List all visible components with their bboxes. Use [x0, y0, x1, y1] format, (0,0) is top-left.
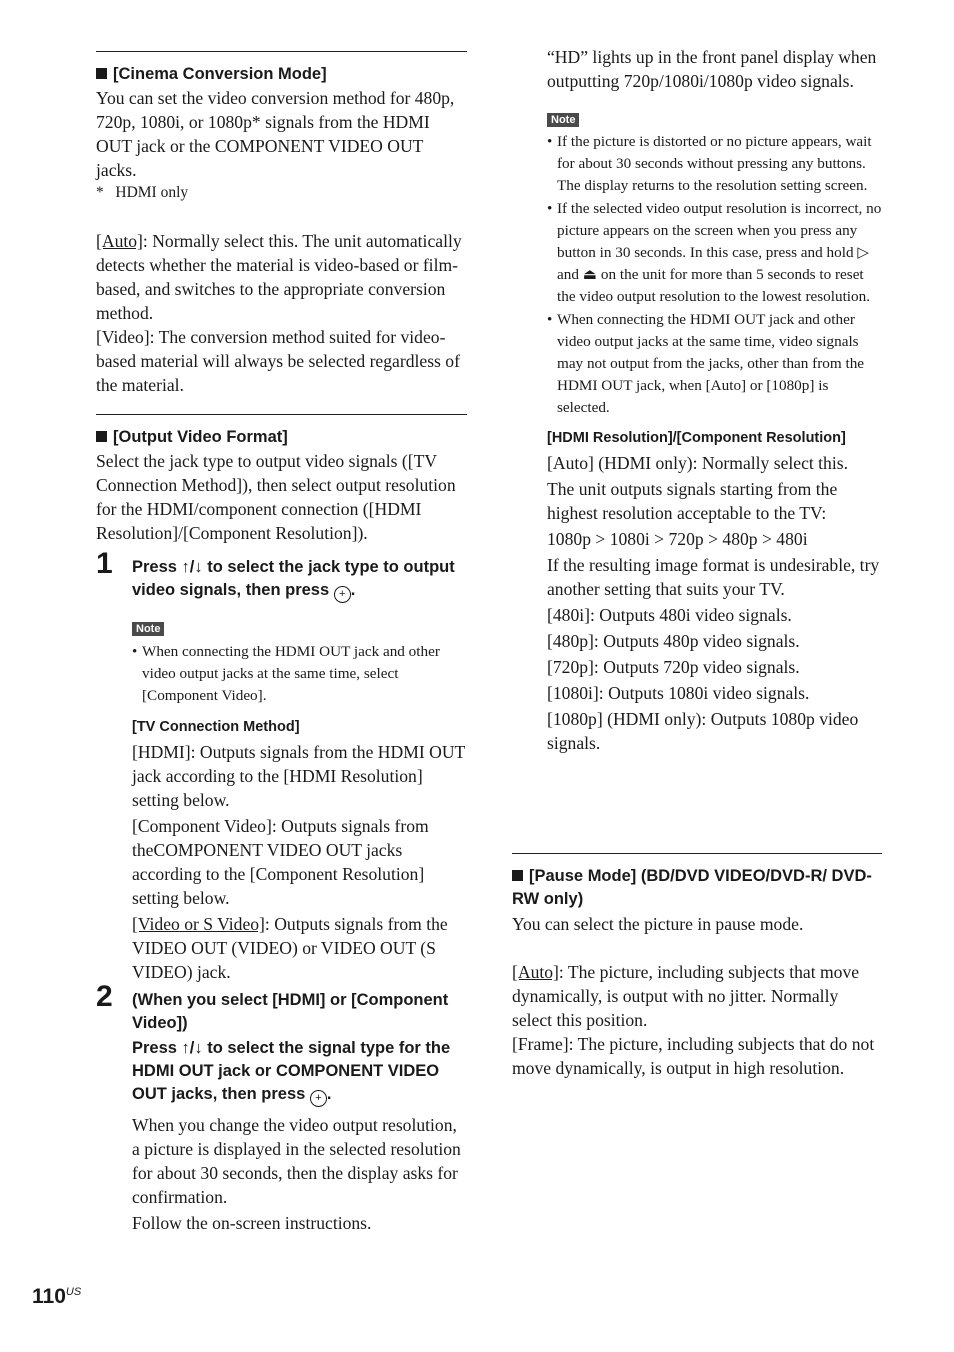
right-column-top — [547, 45, 882, 755]
cinema-video-option: [Video]: The conversion method suited for video-based material will always be selected regardless of the material. — [96, 327, 460, 395]
enter-button-icon: + — [334, 586, 351, 603]
note-item: • If the selected video output resolution is incorrect, no picture appears on the screen when you press any button in 30 seconds. In this case, press and hold ▷ and ⏏ on the unit for more than 5 seconds to reset the video output resolution to the lowest resolution. — [547, 198, 882, 307]
square-bullet-icon — [512, 870, 523, 881]
enter-button-icon: + — [310, 1090, 327, 1107]
square-bullet-icon — [96, 68, 107, 79]
resolution-item: If the resulting image format is undesirable, try another setting that suits your TV. — [547, 555, 880, 600]
cinema-footnote: * HDMI only — [96, 184, 189, 201]
resolution-heading: [HDMI Resolution]/[Component Resolution] — [547, 430, 846, 447]
step-1-number: 1 — [96, 547, 113, 580]
pause-section — [512, 865, 882, 1080]
play-icon: ▷ — [857, 243, 870, 261]
output-heading: [Output Video Format] — [96, 426, 467, 449]
note-item: • If the picture is distorted or no picture appears, wait for about 30 seconds without pressing any buttons. The display returns to the resolution setting screen. — [547, 131, 882, 196]
hd-indicator-text: “HD” lights up in the front panel display when outputting 720p/1080i/1080p video signals. — [547, 47, 877, 91]
eject-icon: ⏏ — [582, 265, 598, 283]
cinema-heading: [Cinema Conversion Mode] — [96, 63, 467, 86]
step-1 — [132, 556, 467, 984]
resolution-item: [720p]: Outputs 720p video signals. — [547, 657, 800, 678]
step-2-condition: (When you select [HDMI] or [Component Video]) — [132, 991, 449, 1032]
resolution-item: The unit outputs signals starting from the highest resolution acceptable to the TV: — [547, 479, 838, 524]
square-bullet-icon — [96, 431, 107, 442]
tv-option-hdmi: [HDMI]: Outputs signals from the HDMI OUT jack according to the [HDMI Resolution] setting below. — [132, 742, 465, 811]
cinema-auto-option: [Auto]: Normally select this. The unit automatically detects whether the material is video-based or film-based, and switches to the appropriate conversion method. — [96, 231, 462, 323]
resolution-item: [1080p] (HDMI only): Outputs 1080p video signals. — [547, 709, 859, 754]
output-section — [96, 426, 467, 545]
resolution-list — [547, 451, 882, 755]
tv-connection-heading: [TV Connection Method] — [132, 719, 300, 736]
resolution-item: [Auto] (HDMI only): Normally select this. — [547, 453, 848, 474]
pause-auto-option: [Auto]: The picture, including subjects that move dynamically, is output with no jitter. Normally select this position. — [512, 962, 860, 1030]
section-rule-pause — [512, 853, 882, 854]
pause-intro: You can select the picture in pause mode. — [512, 914, 804, 934]
step-2-body: When you change the video output resolution, a picture is displayed in the selected resolution for about 30 seconds, then the display asks for confirmation. — [132, 1115, 461, 1207]
step-2-follow: Follow the on-screen instructions. — [132, 1213, 372, 1233]
section-rule-cinema — [96, 51, 467, 52]
resolution-item: [480p]: Outputs 480p video signals. — [547, 631, 800, 652]
step-1-note — [132, 641, 467, 706]
note-item: • When connecting the HDMI OUT jack and other video output jacks at the same time, select [Component Video]. — [132, 641, 467, 706]
step-2 — [132, 989, 467, 1235]
resolution-item: 1080p > 1080i > 720p > 480p > 480i — [547, 529, 808, 550]
output-intro: Select the jack type to output video signals ([TV Connection Method]), then select output resolution for the HDMI/component connection ([HDMI Resolution]/[Component Resolution]). — [96, 451, 456, 543]
step-1-instruction: Press ↑/↓ to select the jack type to output video signals, then press + . — [132, 556, 467, 603]
cinema-intro: You can set the video conversion method for 480p, 720p, 1080i, or 1080p* signals from the HDMI OUT jack or the COMPONENT VIDEO OUT jacks. — [96, 88, 455, 180]
tv-option-component: [Component Video]: Outputs signals from theCOMPONENT VIDEO OUT jacks according to the [Component Resolution] setting below. — [132, 816, 429, 909]
note-badge: Note — [547, 113, 579, 127]
step-2-instruction: Press ↑/↓ to select the signal type for the HDMI OUT jack or COMPONENT VIDEO OUT jacks, then press + . — [132, 1037, 467, 1107]
pause-frame-option: [Frame]: The picture, including subjects that do not move dynamically, is output in high resolution. — [512, 1034, 875, 1078]
pause-heading: [Pause Mode] (BD/DVD VIDEO/DVD-R/ DVD-RW only) — [512, 867, 872, 908]
resolution-item: [480i]: Outputs 480i video signals. — [547, 605, 792, 626]
resolution-notes — [547, 131, 882, 418]
resolution-item: [1080i]: Outputs 1080i video signals. — [547, 683, 810, 704]
tv-option-video-s-video: [Video or S Video]: Outputs signals from the VIDEO OUT (VIDEO) or VIDEO OUT (S VIDEO) jack. — [132, 914, 448, 983]
page-number: $110^{US}$ — [32, 1285, 82, 1308]
note-item: • When connecting the HDMI OUT jack and other video output jacks at the same time, video signals may not output from the jacks, other than from the HDMI OUT jack, when [Auto] or [1080p] is selected. — [547, 309, 882, 418]
note-badge: Note — [132, 622, 164, 636]
cinema-section — [96, 63, 467, 397]
step-2-number: 2 — [96, 980, 113, 1013]
section-rule-output — [96, 414, 467, 415]
